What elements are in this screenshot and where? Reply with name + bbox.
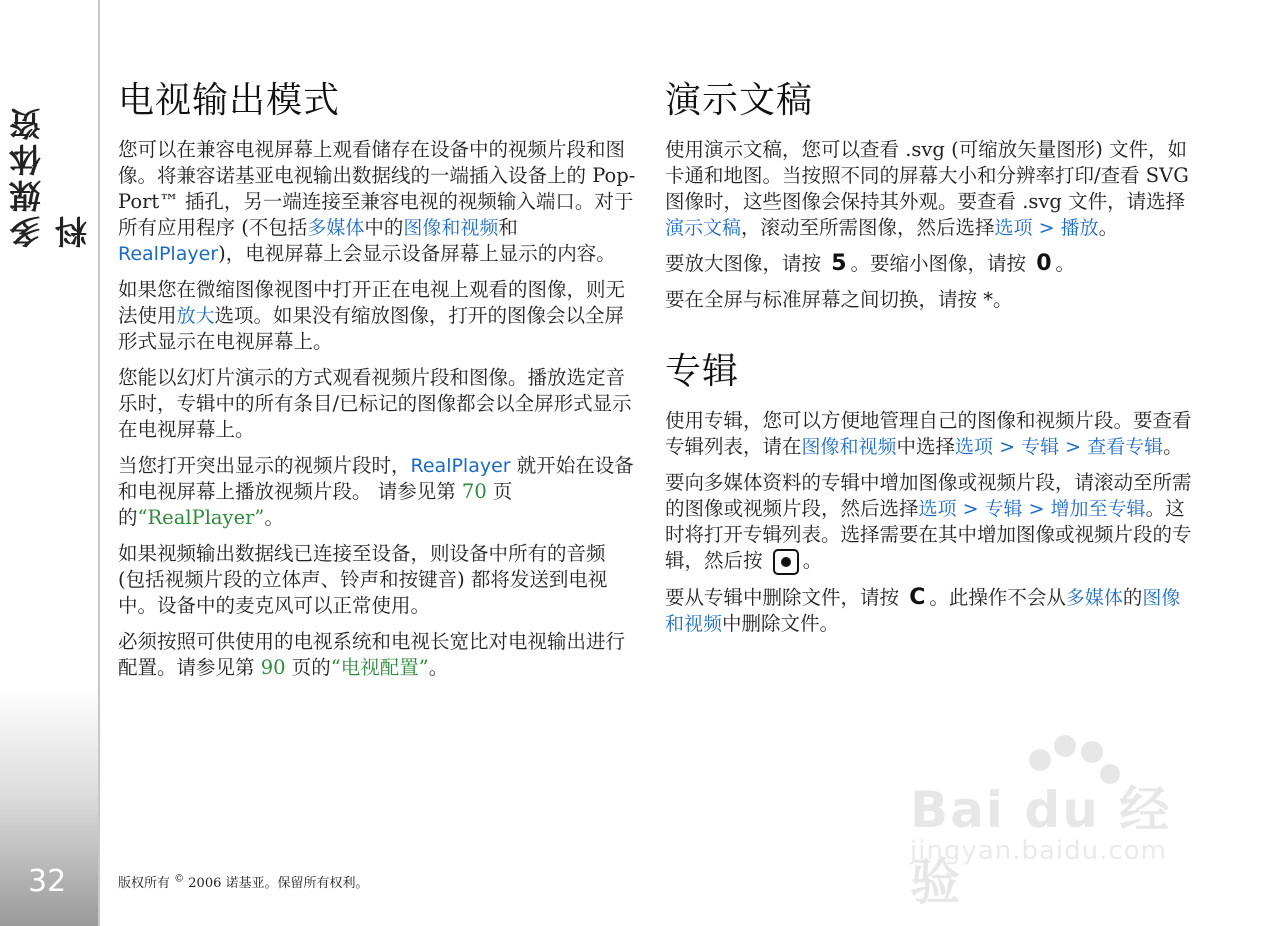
heading-tv-output: 电视输出模式	[118, 80, 341, 121]
watermark-brand: Bai du 经验	[910, 781, 1172, 911]
text: 就开始在设备和电视屏幕上播放视频片段。 请参见第	[118, 454, 634, 503]
text: 。	[1055, 252, 1076, 275]
link-albums[interactable]: 专辑	[1021, 436, 1060, 458]
navi-key-icon	[773, 549, 799, 575]
paragraph	[665, 585, 1197, 637]
xref-page-90[interactable]: 90	[260, 656, 286, 679]
key-0-icon: 0	[1036, 251, 1052, 276]
link-play[interactable]: 播放	[1060, 217, 1099, 239]
text: 的	[1122, 585, 1143, 609]
text: 。	[264, 506, 284, 529]
paragraph	[665, 251, 1197, 277]
watermark	[900, 730, 1220, 911]
link-images-videos[interactable]: 图像和视频	[665, 586, 1181, 635]
menu-separator: >	[956, 498, 985, 520]
text: 使用演示文稿，您可以查看 .svg (可缩放矢量图形) 文件，如卡通和地图。当按照不同的屏幕大小和分辨率打印/查看 SVG 图像时，这些图像会保持其外观。要查看 .svg 文件，请选择	[665, 138, 1189, 213]
text: 必须按照可供使用的电视系统和电视长宽比对电视输出进行配置。请参见第	[118, 630, 626, 679]
menu-separator: >	[1059, 436, 1088, 458]
sidebar	[0, 0, 100, 926]
xref-realplayer[interactable]: “RealPlayer”	[137, 506, 265, 529]
link-images-videos[interactable]: 图像和视频	[801, 436, 897, 458]
paragraph	[665, 470, 1197, 575]
text: 中选择	[896, 435, 956, 458]
paragraph	[118, 453, 638, 531]
text: 当您打开突出显示的视频片段时，	[118, 454, 411, 477]
text: 。	[1098, 216, 1119, 239]
text: 2006 诺基亚。保留所有权利。	[184, 876, 369, 891]
text: 页的	[118, 480, 513, 529]
link-multimedia[interactable]: 多媒体	[307, 217, 365, 239]
text: 和	[498, 216, 518, 239]
right-column	[665, 72, 1197, 647]
text: 。	[1163, 435, 1183, 458]
text: 版权所有	[118, 876, 175, 891]
menu-separator: >	[993, 436, 1022, 458]
text: ，滚动至所需图像，然后选择	[741, 216, 995, 239]
page-number: 32	[28, 864, 67, 899]
link-zoom[interactable]: 放大	[176, 305, 215, 327]
paragraph	[118, 137, 638, 267]
text: 中删除文件。	[722, 611, 840, 635]
link-options[interactable]: 选项	[955, 436, 994, 458]
menu-separator: >	[1032, 217, 1061, 239]
section-title: 多媒体资料	[8, 104, 92, 248]
link-presentations[interactable]: 演示文稿	[665, 217, 742, 239]
paragraph	[665, 408, 1197, 460]
text: 您可以在兼容电视屏幕上观看储存在设备中的视频片段和图像。将兼容诺基亚电视输出数据线的一端插入设备上的 Pop-Port™ 插孔，另一端连接至兼容电视的视频输入端口。对于所有应用程序 (不包括	[118, 138, 636, 239]
left-column	[118, 72, 638, 691]
text: 。这时将打开专辑列表。选择需要在其中增加图像或视频片段的专辑，然后按	[665, 497, 1192, 572]
copyright-footer	[118, 872, 369, 891]
link-add-to-album[interactable]: 增加至专辑	[1050, 498, 1146, 520]
text: )，电视屏幕上会显示设备屏幕上显示的内容。	[218, 242, 616, 265]
heading-presentations: 演示文稿	[665, 80, 814, 121]
link-albums[interactable]: 专辑	[984, 498, 1023, 520]
copyright-symbol: ©	[174, 873, 185, 885]
text: 。	[428, 656, 449, 679]
text: 如果您在微缩图像视图中打开正在电视上观看的图像，则无法使用	[118, 278, 626, 327]
paragraph: 要在全屏与标准屏幕之间切换，请按 *。	[665, 288, 1013, 311]
xref-page-70[interactable]: 70	[461, 480, 487, 503]
text: 中的	[364, 216, 404, 239]
text: 要向多媒体资料的专辑中增加图像或视频片段，请滚动至所需的图像或视频片段，然后选择	[665, 471, 1192, 520]
menu-separator: >	[1022, 498, 1051, 520]
link-realplayer[interactable]: RealPlayer	[118, 243, 219, 265]
text: 。要缩小图像，请按	[850, 252, 1033, 275]
paragraph	[118, 629, 638, 681]
xref-tv-settings[interactable]: “电视配置”	[330, 656, 429, 679]
text: 页的	[285, 656, 331, 679]
link-view-albums[interactable]: 查看专辑	[1087, 436, 1164, 458]
link-options[interactable]: 选项	[994, 217, 1033, 239]
paragraph: 您能以幻灯片演示的方式观看视频片段和图像。播放选定音乐时，专辑中的所有条目/已标记的图像都会以全屏形式显示在电视屏幕上。	[118, 366, 632, 441]
link-multimedia[interactable]: 多媒体	[1065, 586, 1123, 609]
link-options[interactable]: 选项	[918, 498, 957, 520]
link-realplayer[interactable]: RealPlayer	[410, 455, 511, 477]
link-images-videos[interactable]: 图像和视频	[403, 217, 499, 239]
text: 选项。如果没有缩放图像，打开的图像会以全屏形式显示在电视屏幕上。	[118, 304, 625, 353]
paragraph: 如果视频输出数据线已连接至设备，则设备中所有的音频 (包括视频片段的立体声、铃声和按键音) 都将发送到电视中。设备中的麦克风可以正常使用。	[118, 542, 608, 617]
text: 使用专辑，您可以方便地管理自己的图像和视频片段。要查看专辑列表，请在	[665, 409, 1192, 458]
paragraph	[665, 137, 1197, 241]
key-5-icon: 5	[831, 251, 847, 276]
watermark-url: jingyan.baidu.com	[910, 836, 1167, 866]
clear-key-icon: C	[909, 584, 926, 610]
text: 要放大图像，请按	[665, 252, 828, 275]
paragraph	[118, 277, 638, 355]
text: 要从专辑中删除文件，请按	[665, 585, 906, 609]
text: 。	[802, 549, 823, 572]
text: 。此操作不会从	[929, 585, 1066, 609]
heading-albums: 专辑	[665, 351, 740, 392]
